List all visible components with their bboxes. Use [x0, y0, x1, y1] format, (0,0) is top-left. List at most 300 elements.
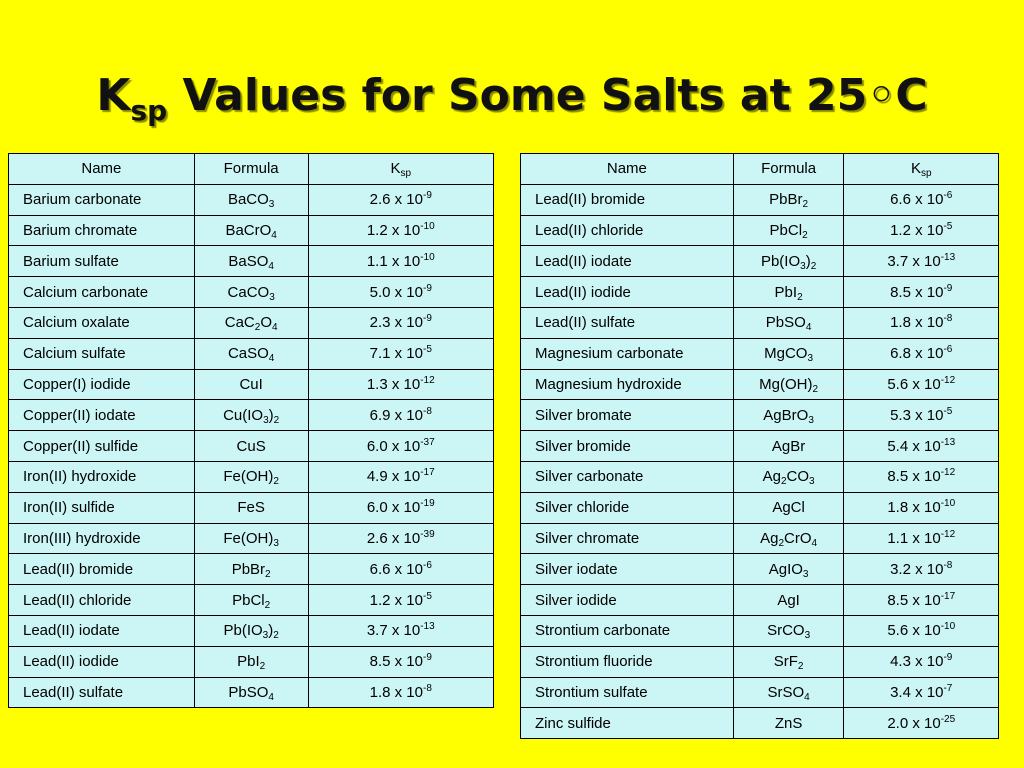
ksp-value: [308, 246, 493, 277]
formula-subscript: 4: [271, 229, 277, 241]
ksp-exponent: -8: [943, 559, 953, 571]
ksp-mantissa: 1.2 x 10: [369, 591, 423, 609]
formula-subscript: 4: [271, 322, 278, 334]
formula-part: PbBr: [769, 191, 803, 209]
table-row: [521, 646, 999, 677]
ksp-value: [844, 646, 999, 677]
ksp-mantissa: 3.2 x 10: [890, 560, 944, 578]
formula-subscript: 2: [264, 599, 271, 611]
ksp-exponent: -6: [943, 344, 953, 356]
salt-formula: [733, 646, 844, 677]
formula-subscript: 3: [804, 630, 811, 642]
formula-subscript: 3: [263, 414, 269, 426]
formula-subscript: 4: [268, 691, 274, 703]
formula-part: CaCO: [227, 283, 270, 301]
table-row: [9, 554, 494, 585]
title-degree: ◦: [867, 70, 896, 121]
salt-name: Barium sulfate: [9, 246, 195, 277]
formula-part: CrO: [784, 529, 812, 547]
formula-part: BaSO: [228, 252, 269, 270]
ksp-value: [308, 646, 493, 677]
ksp-exponent: -13: [940, 251, 956, 263]
ksp-exponent: -8: [422, 682, 432, 694]
salt-name: Iron(II) hydroxide: [9, 461, 195, 492]
ksp-value: [844, 708, 999, 739]
ksp-exponent: -12: [940, 528, 956, 540]
ksp-value: [844, 677, 999, 708]
formula-subscript: 3: [268, 199, 275, 211]
salt-name: Lead(II) chloride: [9, 585, 195, 616]
header-ksp-k: K: [910, 160, 921, 178]
salt-name: Strontium sulfate: [521, 677, 734, 708]
header-ksp-sub: sp: [920, 168, 932, 180]
ksp-value: [308, 677, 493, 708]
table-row: [9, 461, 494, 492]
ksp-mantissa: 8.5 x 10: [887, 591, 941, 609]
formula-part: ): [268, 622, 274, 640]
formula-subscript: 3: [273, 537, 279, 549]
table-row: [9, 277, 494, 308]
formula-subscript: 2: [273, 476, 279, 488]
ksp-value: [308, 184, 493, 215]
formula-part: AgIO: [768, 560, 803, 578]
table-row: [9, 215, 494, 246]
salt-formula: [733, 708, 844, 739]
formula-subscript: 2: [802, 229, 808, 241]
formula-part: MgCO: [764, 345, 808, 363]
ksp-exponent: -10: [420, 220, 435, 232]
salt-formula: [194, 431, 308, 462]
salt-name: Silver chloride: [521, 492, 734, 523]
ksp-value: [308, 523, 493, 554]
formula-part: PbSO: [765, 314, 806, 332]
salt-name: Calcium oxalate: [9, 307, 195, 338]
salt-formula: [194, 461, 308, 492]
ksp-mantissa: 5.4 x 10: [887, 437, 941, 455]
ksp-mantissa: 6.8 x 10: [890, 345, 944, 363]
ksp-mantissa: 1.1 x 10: [887, 529, 941, 547]
ksp-exponent: -25: [940, 713, 956, 725]
formula-part: ): [268, 406, 274, 424]
header-name: Name: [521, 154, 734, 185]
formula-part: AgCl: [772, 499, 805, 517]
formula-subscript: 4: [805, 322, 812, 334]
formula-part: PbCl: [232, 591, 265, 609]
formula-part: PbBr: [231, 560, 266, 578]
salt-name: Magnesium hydroxide: [521, 369, 734, 400]
ksp-exponent: -9: [422, 282, 432, 294]
ksp-value: [844, 400, 999, 431]
formula-part: Pb(IO: [760, 252, 801, 270]
ksp-exponent: -5: [943, 220, 953, 232]
formula-part: AgBr: [771, 437, 806, 455]
ksp-mantissa: 2.3 x 10: [369, 314, 423, 332]
table-row: [521, 184, 999, 215]
ksp-exponent: -5: [422, 590, 432, 602]
formula-part: CuI: [239, 375, 263, 393]
salt-name: Lead(II) bromide: [9, 554, 195, 585]
ksp-exponent: -12: [940, 374, 956, 386]
ksp-value: [844, 277, 999, 308]
ksp-value: [844, 492, 999, 523]
ksp-mantissa: 5.3 x 10: [890, 406, 944, 424]
table-row: [521, 277, 999, 308]
table-row: [521, 585, 999, 616]
formula-part: CO: [786, 468, 810, 486]
salt-formula: [733, 338, 844, 369]
ksp-mantissa: 1.2 x 10: [890, 221, 944, 239]
ksp-exponent: -19: [420, 498, 435, 510]
formula-part: SrF: [773, 653, 798, 671]
ksp-mantissa: 1.2 x 10: [366, 221, 421, 239]
formula-subscript: 3: [809, 476, 815, 488]
ksp-mantissa: 6.6 x 10: [369, 560, 423, 578]
salt-formula: [194, 277, 308, 308]
table-row: [521, 246, 999, 277]
salt-name: Silver bromate: [521, 400, 734, 431]
salt-name: Copper(II) iodate: [9, 400, 195, 431]
ksp-exponent: -10: [940, 621, 956, 633]
salt-name: Magnesium carbonate: [521, 338, 734, 369]
ksp-exponent: -9: [422, 313, 432, 325]
salt-name: Iron(III) hydroxide: [9, 523, 195, 554]
formula-subscript: 3: [269, 291, 275, 303]
ksp-value: [844, 523, 999, 554]
table-body-right: [521, 184, 999, 738]
ksp-mantissa: 5.6 x 10: [887, 375, 941, 393]
ksp-value: [308, 400, 493, 431]
salt-name: Strontium fluoride: [521, 646, 734, 677]
formula-subscript: 2: [810, 260, 817, 272]
salt-name: Lead(II) iodide: [521, 277, 734, 308]
ksp-value: [308, 369, 493, 400]
salt-formula: [733, 215, 844, 246]
formula-part: Pb(IO: [223, 622, 263, 640]
table-row: [9, 492, 494, 523]
salt-formula: [733, 184, 844, 215]
ksp-mantissa: 1.8 x 10: [887, 499, 941, 517]
salt-formula: [733, 246, 844, 277]
formula-part: Ag: [760, 529, 779, 547]
ksp-mantissa: 8.5 x 10: [369, 653, 423, 671]
formula-part: Cu(IO: [223, 406, 264, 424]
table-row: [9, 184, 494, 215]
ksp-table-right: [520, 153, 999, 739]
salt-formula: [733, 431, 844, 462]
ksp-exponent: -9: [943, 652, 953, 664]
ksp-value: [844, 215, 999, 246]
salt-formula: [733, 585, 844, 616]
header-ksp-k: K: [390, 160, 401, 178]
header-row: [521, 154, 999, 185]
ksp-mantissa: 3.4 x 10: [890, 683, 944, 701]
ksp-value: [844, 585, 999, 616]
salt-formula: [733, 400, 844, 431]
ksp-mantissa: 4.3 x 10: [890, 653, 944, 671]
table-row: [521, 492, 999, 523]
ksp-exponent: -6: [422, 559, 432, 571]
ksp-mantissa: 2.6 x 10: [366, 529, 421, 547]
ksp-value: [308, 277, 493, 308]
ksp-mantissa: 6.9 x 10: [369, 406, 423, 424]
ksp-value: [844, 554, 999, 585]
table-row: [9, 431, 494, 462]
salt-formula: [733, 523, 844, 554]
table-row: [9, 369, 494, 400]
table-row: [521, 523, 999, 554]
formula-subscript: 2: [797, 661, 804, 673]
ksp-exponent: -8: [422, 405, 432, 417]
ksp-table-left: [8, 153, 494, 708]
salt-name: Zinc sulfide: [521, 708, 734, 739]
salt-name: Calcium carbonate: [9, 277, 195, 308]
formula-part: BaCO: [227, 191, 269, 209]
ksp-mantissa: 7.1 x 10: [369, 345, 423, 363]
salt-name: Lead(II) sulfate: [521, 307, 734, 338]
salt-name: Silver iodate: [521, 554, 734, 585]
salt-formula: [194, 369, 308, 400]
salt-name: Iron(II) sulfide: [9, 492, 195, 523]
table-row: [9, 307, 494, 338]
ksp-mantissa: 1.8 x 10: [369, 683, 423, 701]
ksp-value: [844, 461, 999, 492]
table-row: [9, 523, 494, 554]
salt-name: Copper(I) iodide: [9, 369, 195, 400]
ksp-exponent: -17: [420, 467, 435, 479]
salt-formula: [733, 554, 844, 585]
header-ksp: [308, 154, 493, 185]
ksp-value: [844, 369, 999, 400]
salt-formula: [194, 554, 308, 585]
salt-name: Lead(II) sulfate: [9, 677, 195, 708]
formula-part: Mg(OH): [759, 375, 813, 393]
salt-formula: [194, 677, 308, 708]
ksp-mantissa: 6.6 x 10: [890, 191, 944, 209]
formula-part: CaC: [224, 314, 255, 332]
ksp-exponent: -9: [943, 282, 953, 294]
header-ksp-sub: sp: [400, 168, 412, 180]
salt-name: Silver chromate: [521, 523, 734, 554]
ksp-exponent: -9: [422, 652, 432, 664]
slide-title: [0, 66, 1024, 126]
table-row: [521, 369, 999, 400]
salt-formula: [194, 523, 308, 554]
table-row: [521, 554, 999, 585]
table-row: [9, 585, 494, 616]
formula-part: BaCrO: [225, 221, 272, 239]
formula-part: SrSO: [767, 683, 805, 701]
formula-part: FeS: [237, 499, 265, 517]
formula-subscript: 2: [778, 537, 785, 549]
ksp-mantissa: 5.0 x 10: [369, 283, 423, 301]
header-ksp: [844, 154, 999, 185]
title-sp-subscript: sp: [130, 94, 168, 127]
ksp-value: [844, 615, 999, 646]
formula-part: PbI: [774, 283, 798, 301]
formula-part: Ag: [762, 468, 781, 486]
formula-part: PbCl: [769, 221, 803, 239]
ksp-exponent: -8: [943, 313, 953, 325]
table-row: [9, 646, 494, 677]
title-unit: C: [895, 70, 928, 121]
header-row: [9, 154, 494, 185]
ksp-mantissa: 6.0 x 10: [366, 437, 421, 455]
ksp-value: [844, 431, 999, 462]
ksp-value: [844, 184, 999, 215]
ksp-exponent: -12: [940, 467, 956, 479]
salt-formula: [194, 585, 308, 616]
formula-subscript: 4: [268, 260, 274, 272]
salt-formula: [194, 615, 308, 646]
ksp-value: [308, 431, 493, 462]
ksp-value: [308, 338, 493, 369]
ksp-mantissa: 3.7 x 10: [366, 622, 421, 640]
header-name: Name: [9, 154, 195, 185]
ksp-mantissa: 5.6 x 10: [887, 622, 941, 640]
salt-name: Lead(II) iodate: [521, 246, 734, 277]
ksp-exponent: -9: [422, 190, 432, 202]
ksp-mantissa: 1.3 x 10: [366, 375, 421, 393]
salt-formula: [733, 369, 844, 400]
salt-formula: [733, 277, 844, 308]
ksp-mantissa: 8.5 x 10: [887, 468, 941, 486]
formula-subscript: 4: [811, 537, 818, 549]
ksp-mantissa: 6.0 x 10: [366, 499, 421, 517]
formula-subscript: 3: [802, 568, 809, 580]
formula-subscript: 4: [804, 691, 810, 703]
ksp-exponent: -5: [422, 344, 432, 356]
table-row: [521, 461, 999, 492]
ksp-mantissa: 1.8 x 10: [890, 314, 944, 332]
ksp-exponent: -37: [420, 436, 435, 448]
formula-part: SrCO: [767, 622, 805, 640]
ksp-exponent: -13: [940, 436, 956, 448]
ksp-value: [308, 554, 493, 585]
ksp-mantissa: 3.7 x 10: [887, 252, 941, 270]
ksp-exponent: -12: [420, 374, 435, 386]
ksp-mantissa: 8.5 x 10: [890, 283, 944, 301]
salt-formula: [733, 615, 844, 646]
table-body-left: [9, 184, 494, 708]
salt-name: Strontium carbonate: [521, 615, 734, 646]
ksp-value: [308, 307, 493, 338]
formula-part: PbSO: [228, 683, 269, 701]
formula-subscript: 3: [807, 353, 814, 365]
ksp-value: [308, 461, 493, 492]
ksp-value: [308, 492, 493, 523]
salt-formula: [733, 307, 844, 338]
table-row: [521, 708, 999, 739]
ksp-value: [308, 615, 493, 646]
formula-subscript: 2: [265, 568, 271, 580]
salt-name: Silver iodide: [521, 585, 734, 616]
salt-formula: [194, 215, 308, 246]
formula-subscript: 2: [254, 322, 261, 334]
formula-subscript: 2: [780, 476, 787, 488]
formula-subscript: 2: [797, 291, 803, 303]
formula-part: AgBrO: [763, 406, 809, 424]
salt-formula: [194, 646, 308, 677]
ksp-mantissa: 2.6 x 10: [369, 191, 423, 209]
header-formula: Formula: [733, 154, 844, 185]
salt-formula: [733, 677, 844, 708]
salt-name: Lead(II) bromide: [521, 184, 734, 215]
formula-part: AgI: [777, 591, 800, 609]
ksp-mantissa: 2.0 x 10: [887, 714, 941, 732]
formula-subscript: 2: [273, 414, 280, 426]
salt-formula: [733, 461, 844, 492]
formula-subscript: 3: [808, 414, 814, 426]
salt-name: Lead(II) iodide: [9, 646, 195, 677]
ksp-exponent: -10: [940, 498, 956, 510]
formula-part: CuS: [236, 437, 266, 455]
table-row: [9, 615, 494, 646]
formula-subscript: 4: [268, 353, 275, 365]
ksp-value: [844, 246, 999, 277]
formula-subscript: 3: [800, 260, 806, 272]
header-formula: Formula: [194, 154, 308, 185]
ksp-exponent: -10: [420, 251, 435, 263]
salt-name: Barium carbonate: [9, 184, 195, 215]
ksp-exponent: -5: [943, 405, 953, 417]
formula-part: Fe(OH): [223, 468, 274, 486]
title-k: K: [96, 70, 131, 121]
ksp-mantissa: 4.9 x 10: [366, 468, 421, 486]
salt-formula: [194, 184, 308, 215]
table-row: [9, 400, 494, 431]
formula-part: CaSO: [227, 345, 269, 363]
formula-subscript: 2: [273, 630, 279, 642]
salt-formula: [194, 307, 308, 338]
formula-subscript: 3: [262, 630, 269, 642]
formula-subscript: 2: [259, 661, 266, 673]
table-row: [9, 338, 494, 369]
table-row: [521, 338, 999, 369]
ksp-mantissa: 1.1 x 10: [366, 252, 421, 270]
ksp-value: [844, 307, 999, 338]
salt-formula: [194, 338, 308, 369]
salt-name: Barium chromate: [9, 215, 195, 246]
formula-part: PbI: [237, 653, 260, 671]
salt-name: Silver bromide: [521, 431, 734, 462]
formula-subscript: 2: [812, 383, 819, 395]
ksp-value: [308, 585, 493, 616]
formula-part: O: [260, 314, 272, 332]
table-row: [521, 431, 999, 462]
salt-name: Lead(II) iodate: [9, 615, 195, 646]
table-row: [521, 615, 999, 646]
salt-name: Silver carbonate: [521, 461, 734, 492]
ksp-value: [844, 338, 999, 369]
salt-formula: [194, 246, 308, 277]
table-row: [9, 677, 494, 708]
salt-name: Lead(II) chloride: [521, 215, 734, 246]
ksp-exponent: -6: [943, 190, 953, 202]
ksp-value: [308, 215, 493, 246]
title-text: Values for Some Salts at 25: [167, 70, 868, 121]
table-row: [521, 215, 999, 246]
ksp-exponent: -13: [420, 621, 435, 633]
formula-subscript: 2: [802, 199, 809, 211]
ksp-exponent: -7: [943, 682, 953, 694]
table-row: [9, 246, 494, 277]
formula-part: ZnS: [774, 714, 803, 732]
salt-formula: [194, 400, 308, 431]
formula-part: ): [805, 252, 811, 270]
salt-formula: [733, 492, 844, 523]
ksp-exponent: -39: [420, 528, 435, 540]
table-row: [521, 677, 999, 708]
